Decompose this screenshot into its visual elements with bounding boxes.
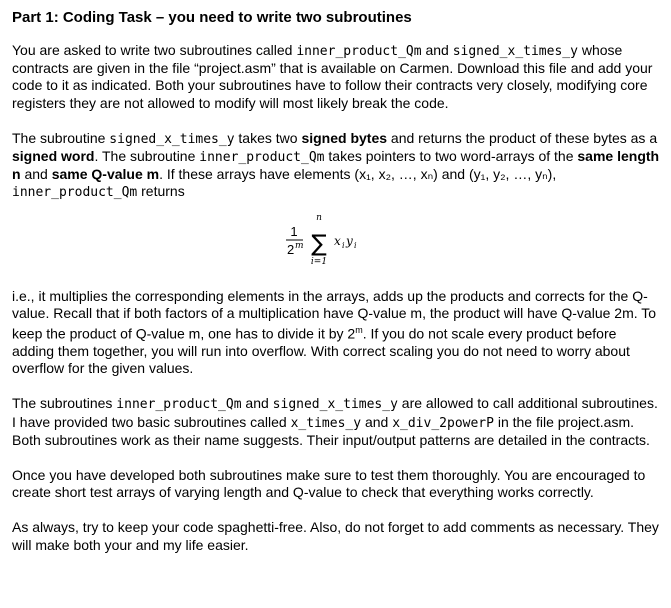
text: Once you have developed both subroutines make sure to test them thoroughly. You are encouraged to create short test arrays of varying length and Q-value to check that everything works correctly. bbox=[12, 466, 646, 501]
bold-signed-word: signed word bbox=[12, 148, 95, 165]
paragraph-intro bbox=[12, 42, 662, 112]
inner-product-formula bbox=[12, 210, 662, 268]
code-inner-product: inner_product_Qm bbox=[296, 44, 422, 59]
superscript-m: m bbox=[355, 325, 363, 336]
text: and bbox=[241, 395, 273, 412]
code-signed-x-times-y: signed_x_times_y bbox=[109, 131, 235, 147]
text: takes two bbox=[234, 129, 302, 146]
term-x-index: i bbox=[342, 240, 345, 250]
text: and bbox=[20, 166, 52, 183]
text: . If these arrays have elements (x₁, x₂, …, xₙ) and (y₁, y₂, …, yₙ), bbox=[159, 166, 557, 183]
code-x-times-y: x_times_y bbox=[290, 415, 362, 431]
formula-denominator-exp: m bbox=[295, 240, 304, 251]
text: are allowed to call additional subroutines. I have provided two basic subroutines called bbox=[12, 395, 658, 430]
paragraph-scaling bbox=[12, 288, 662, 378]
sum-symbol: ∑ bbox=[311, 230, 327, 257]
paragraph-subroutine-description bbox=[12, 130, 662, 202]
text: The subroutine bbox=[12, 129, 110, 146]
text: whose contracts are given in the file “project.asm” that is available on Carmen. Download this file and add your code to it as indicated. Both your subroutines have to follow their contracts very closely, modifying core registers they are not allowed to modify will most likely break the code. bbox=[12, 42, 653, 111]
bold-same-length: same length n bbox=[12, 148, 660, 183]
document bbox=[12, 8, 662, 572]
text: As always, try to keep your code spaghetti-free. Also, do not forget to add comments as necessary. They will make both your and my life easier. bbox=[12, 519, 659, 553]
term-y: y bbox=[346, 233, 353, 248]
text: . The subroutine bbox=[94, 148, 200, 165]
code-x-div-2powerp: x_div_2powerP bbox=[392, 415, 494, 431]
formula-graphic bbox=[278, 210, 398, 268]
paragraph-helper-subroutines bbox=[12, 395, 662, 449]
sum-upper-limit: n bbox=[316, 212, 322, 223]
text: . If you do not scale every product before adding them together, you will run into overflow. With correct scaling you do not need to worry about overflow for the given values. bbox=[12, 325, 630, 377]
section-heading: Part 1: Coding Task – you need to write two subroutines bbox=[12, 9, 412, 26]
code-inner-product: inner_product_Qm bbox=[12, 185, 138, 201]
text: and bbox=[421, 42, 453, 58]
term-x: x bbox=[334, 233, 341, 248]
code-inner-product: inner_product_Qm bbox=[116, 397, 242, 413]
text: takes pointers to two word-arrays of the bbox=[324, 148, 578, 165]
code-inner-product: inner_product_Qm bbox=[199, 150, 325, 166]
formula-numerator: 1 bbox=[290, 223, 298, 239]
text: and returns the product of these bytes as a bbox=[387, 129, 658, 146]
bold-same-q-value: same Q-value m bbox=[51, 166, 160, 183]
text: You are asked to write two subroutines called bbox=[12, 42, 297, 58]
term-y-index: i bbox=[354, 240, 357, 250]
sum-lower-limit: i=1 bbox=[310, 256, 328, 267]
text: i.e., it multiplies the corresponding elements in the arrays, adds up the products and corrects for the Q-value. Recall that if both factors of a multiplication have Q-value m, the product will have Q-value 2m. To keep the product of Q-value m, one has to divide it by 2 bbox=[12, 287, 657, 342]
code-signed-x-times-y: signed_x_times_y bbox=[452, 44, 578, 59]
text: The subroutines bbox=[12, 395, 117, 412]
code-signed-x-times-y: signed_x_times_y bbox=[272, 397, 398, 413]
paragraph-closing bbox=[12, 519, 662, 553]
formula-denominator-base: 2 bbox=[287, 241, 295, 257]
bold-signed-bytes: signed bytes bbox=[301, 129, 388, 146]
text: in the file project.asm. Both subroutines work as their name suggests. Their input/output patterns are detailed in the contracts. bbox=[12, 413, 650, 448]
paragraph-testing bbox=[12, 467, 662, 501]
text: and bbox=[361, 413, 393, 430]
text: returns bbox=[137, 183, 185, 200]
